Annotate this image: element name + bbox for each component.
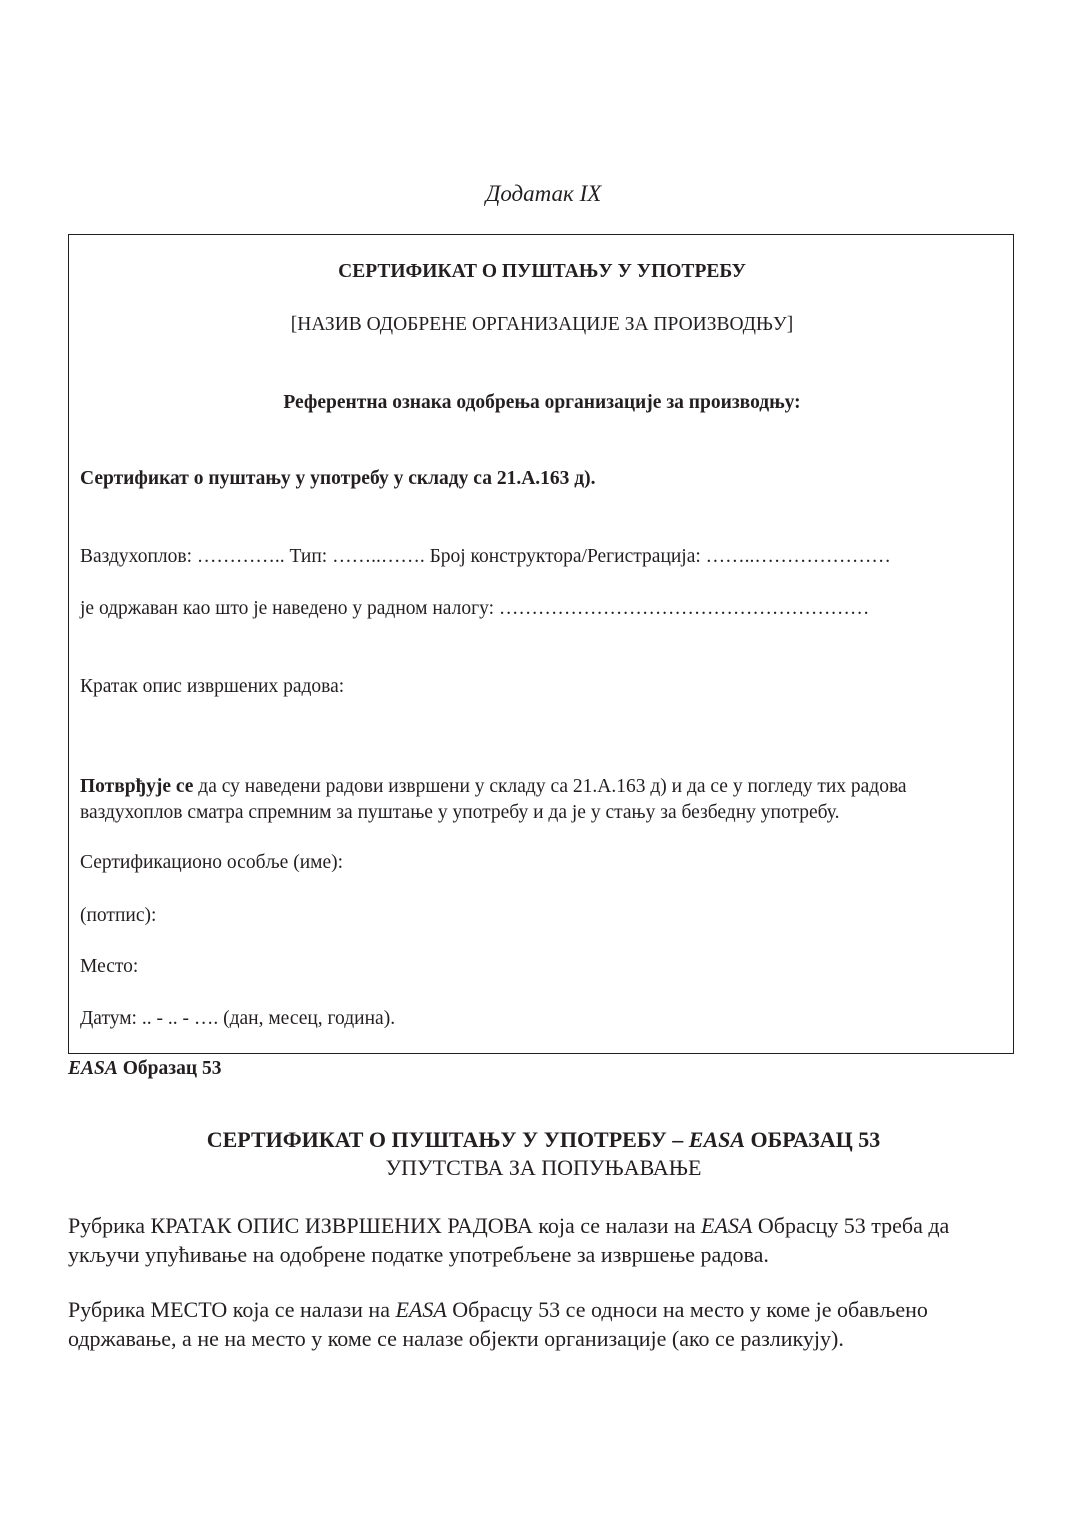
aircraft-type-registration-line: Ваздухоплов: ………….. Тип: ……..……. Број конструктора/Регистрација: ……..………………… (80, 546, 891, 567)
signature-label: (потпис): (80, 905, 157, 926)
instructions-title-part1: СЕРТИФИКАТ О ПУШТАЊУ У УПОТРЕБУ – (206, 1127, 689, 1152)
date-line: Датум: .. - .. - …. (дан, месец, година). (80, 1008, 396, 1029)
instructions-subtitle: УПУТСТВА ЗА ПОПУЊАВАЊЕ (385, 1155, 702, 1180)
instructions-paragraph-1 (68, 1211, 1024, 1269)
form-number-rest: Образац 53 (117, 1058, 222, 1079)
form-number-easa: EASA (68, 1058, 118, 1079)
certifies-bold: Потврђује се (80, 776, 194, 797)
para2-part2: Обрасцу 53 се односи на место у коме је обављено одржавање, а не на место у коме се налазе објекти организације (ако се разликују). (68, 1297, 928, 1351)
instructions-paragraph-2 (68, 1295, 1024, 1353)
org-name-placeholder: [НАЗИВ ОДОБРЕНЕ ОРГАНИЗАЦИЈЕ ЗА ПРОИЗВОДЊУ] (290, 314, 794, 335)
certifies-rest: да су наведени радови извршени у складу са 21.A.163 д) и да се у погледу тих радова (193, 776, 907, 797)
instructions-title-part2: ОБРАЗАЦ 53 (745, 1127, 881, 1152)
para1-easa: EASA (701, 1213, 753, 1238)
para1-part1: Рубрика КРАТАК ОПИС ИЗВРШЕНИХ РАДОВА која се налази на (68, 1213, 702, 1238)
compliance-statement: Сертификат о пуштању у употребу у складу са 21.A.163 д). (80, 468, 596, 489)
form-number (68, 1058, 221, 1080)
work-description-label: Кратак опис извршених радова: (80, 676, 345, 697)
work-order-line: је одржаван као што је наведено у радном налогу: ………………………………………………… (80, 598, 870, 619)
place-label: Место: (80, 956, 139, 977)
para2-part1: Рубрика МЕСТО која се налази на (68, 1297, 396, 1322)
para2-easa: EASA (395, 1297, 447, 1322)
para1-part2: Обрасцу 53 треба да укључи упућивање на одобрене податке употребљене за извршење радова. (68, 1213, 950, 1267)
instructions-title-easa: EASA (688, 1127, 746, 1152)
certifies-line2: ваздухоплов сматра спремним за пуштање у употребу и да је у стању за безбедну употребу. (80, 802, 840, 823)
instructions-title (0, 1127, 1087, 1153)
certifying-staff-label: Сертификационо особље (име): (80, 852, 344, 873)
annex-title: Додатак IX (485, 181, 602, 206)
approval-reference-label: Референтна ознака одобрења организације за производњу: (283, 392, 801, 413)
certification-statement (80, 774, 1010, 826)
certificate-form-box (68, 234, 1014, 1054)
form-title: СЕРТИФИКАТ О ПУШТАЊУ У УПОТРЕБУ (338, 261, 746, 282)
